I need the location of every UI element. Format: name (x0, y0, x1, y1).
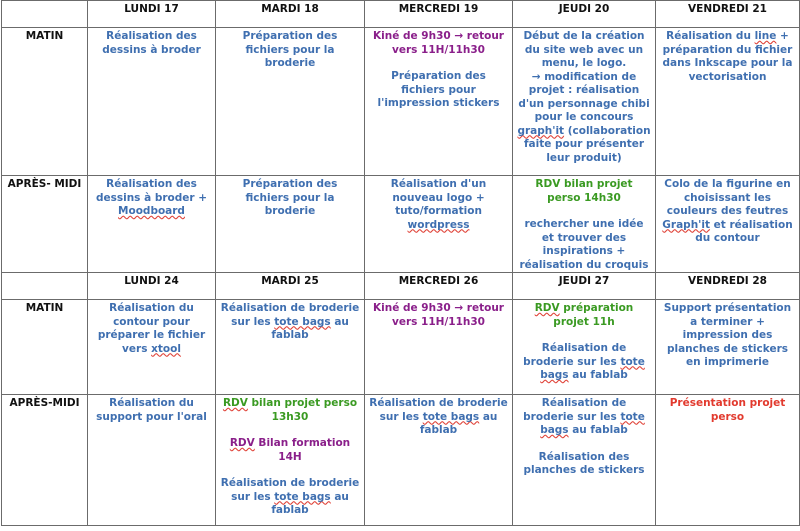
cell-lundi-17-matin (88, 28, 216, 176)
task-text: Début de la création du site web avec un menu, le logo. (523, 30, 645, 69)
cell-mercredi-26-apres-midi (365, 395, 513, 526)
task-text: Réalisation du contour pour préparer le fichier vers xtool (97, 302, 206, 355)
cell-jeudi-27-apres-midi (513, 395, 656, 526)
cell-jeudi-27-matin (513, 300, 656, 395)
week1-afternoon-row (2, 176, 800, 273)
day-header: JEUDI 20 (513, 1, 656, 28)
cell-vendredi-28-apres-midi (656, 395, 800, 526)
task-text: → modification de projet : réalisation d'un personnage chibi pour le concours graph'it (collaboration faite pour présenter leur produit) (517, 70, 651, 164)
task-text: Réalisation de broderie sur les tote bags au fablab (523, 342, 645, 381)
task-text: Préparation des fichiers pour la broderie (242, 178, 338, 217)
task-text: Réalisation de broderie sur les tote bags au fablab (220, 477, 360, 516)
presentation-text: Présentation projet perso (669, 397, 786, 423)
cell-jeudi-20-matin (513, 28, 656, 176)
day-header: JEUDI 27 (513, 273, 656, 300)
cell-jeudi-20-apres-midi (513, 176, 656, 273)
appointment-text: RDV préparation projet 11h (534, 302, 634, 328)
row-label-apres-midi: APRÈS-MIDI (2, 395, 88, 526)
day-header: MERCREDI 19 (365, 1, 513, 28)
cell-vendredi-28-matin (656, 300, 800, 395)
week2-morning-row (2, 300, 800, 395)
task-text: Colo de la figurine en choisissant les couleurs des feutres Graph'it et réalisation du contour (662, 178, 793, 244)
appointment-text: Kiné de 9h30 → retour vers 11H/11h30 (373, 302, 504, 328)
day-header: LUNDI 17 (88, 1, 216, 28)
row-label-matin: MATIN (2, 300, 88, 395)
corner-cell (2, 273, 88, 300)
task-text: Support présentation a terminer + impression des planches de stickers en imprimerie (663, 302, 792, 368)
row-label-apres-midi: APRÈS- MIDI (2, 176, 88, 273)
week2-header-row (2, 273, 800, 300)
task-text: Réalisation du line + préparation du fichier dans Inkscape pour la vectorisation (662, 30, 793, 83)
task-text: Réalisation d'un nouveau logo + tuto/formation wordpress (390, 178, 487, 231)
cell-mercredi-19-apres-midi (365, 176, 513, 273)
task-text: Réalisation de broderie sur les tote bags au fablab (523, 397, 645, 436)
day-header: VENDREDI 21 (656, 1, 800, 28)
cell-lundi-24-apres-midi (88, 395, 216, 526)
day-header: MARDI 25 (216, 273, 365, 300)
day-header: MARDI 18 (216, 1, 365, 28)
week2-afternoon-row (2, 395, 800, 526)
cell-mardi-25-matin (216, 300, 365, 395)
cell-vendredi-21-apres-midi (656, 176, 800, 273)
appointment-text: RDV bilan projet perso 13h30 (222, 397, 358, 423)
week1-header-row (2, 1, 800, 28)
appointment-text: RDV bilan projet perso 14h30 (535, 178, 633, 204)
task-text: Réalisation des planches de stickers (523, 450, 645, 476)
task-text: Réalisation des dessins à broder (102, 30, 201, 56)
task-text: Préparation des fichiers pour la broderie (242, 30, 338, 69)
cell-mercredi-19-matin (365, 28, 513, 176)
task-text: Réalisation des dessins à broder + Moodboard (95, 178, 208, 217)
task-text: Réalisation de broderie sur les tote bags au fablab (220, 302, 360, 341)
cell-mercredi-26-matin (365, 300, 513, 395)
task-text: Réalisation de broderie sur les tote bags au fablab (369, 397, 508, 436)
cell-mardi-18-matin (216, 28, 365, 176)
task-text: rechercher une idée et trouver des inspirations + réalisation du croquis (519, 218, 649, 271)
day-header: VENDREDI 28 (656, 273, 800, 300)
weekly-planning-table (1, 0, 800, 526)
row-label-matin: MATIN (2, 28, 88, 176)
appointment-text: RDV Bilan formation 14H (229, 437, 351, 463)
corner-cell (2, 1, 88, 28)
task-text: Préparation des fichiers pour l'impression stickers (377, 70, 500, 109)
task-text: Réalisation du support pour l'oral (96, 397, 207, 423)
cell-mardi-25-apres-midi (216, 395, 365, 526)
week1-morning-row (2, 28, 800, 176)
day-header: LUNDI 24 (88, 273, 216, 300)
cell-mardi-18-apres-midi (216, 176, 365, 273)
appointment-text: Kiné de 9h30 → retour vers 11H/11h30 (373, 30, 504, 56)
cell-lundi-24-matin (88, 300, 216, 395)
cell-vendredi-21-matin (656, 28, 800, 176)
day-header: MERCREDI 26 (365, 273, 513, 300)
cell-lundi-17-apres-midi (88, 176, 216, 273)
